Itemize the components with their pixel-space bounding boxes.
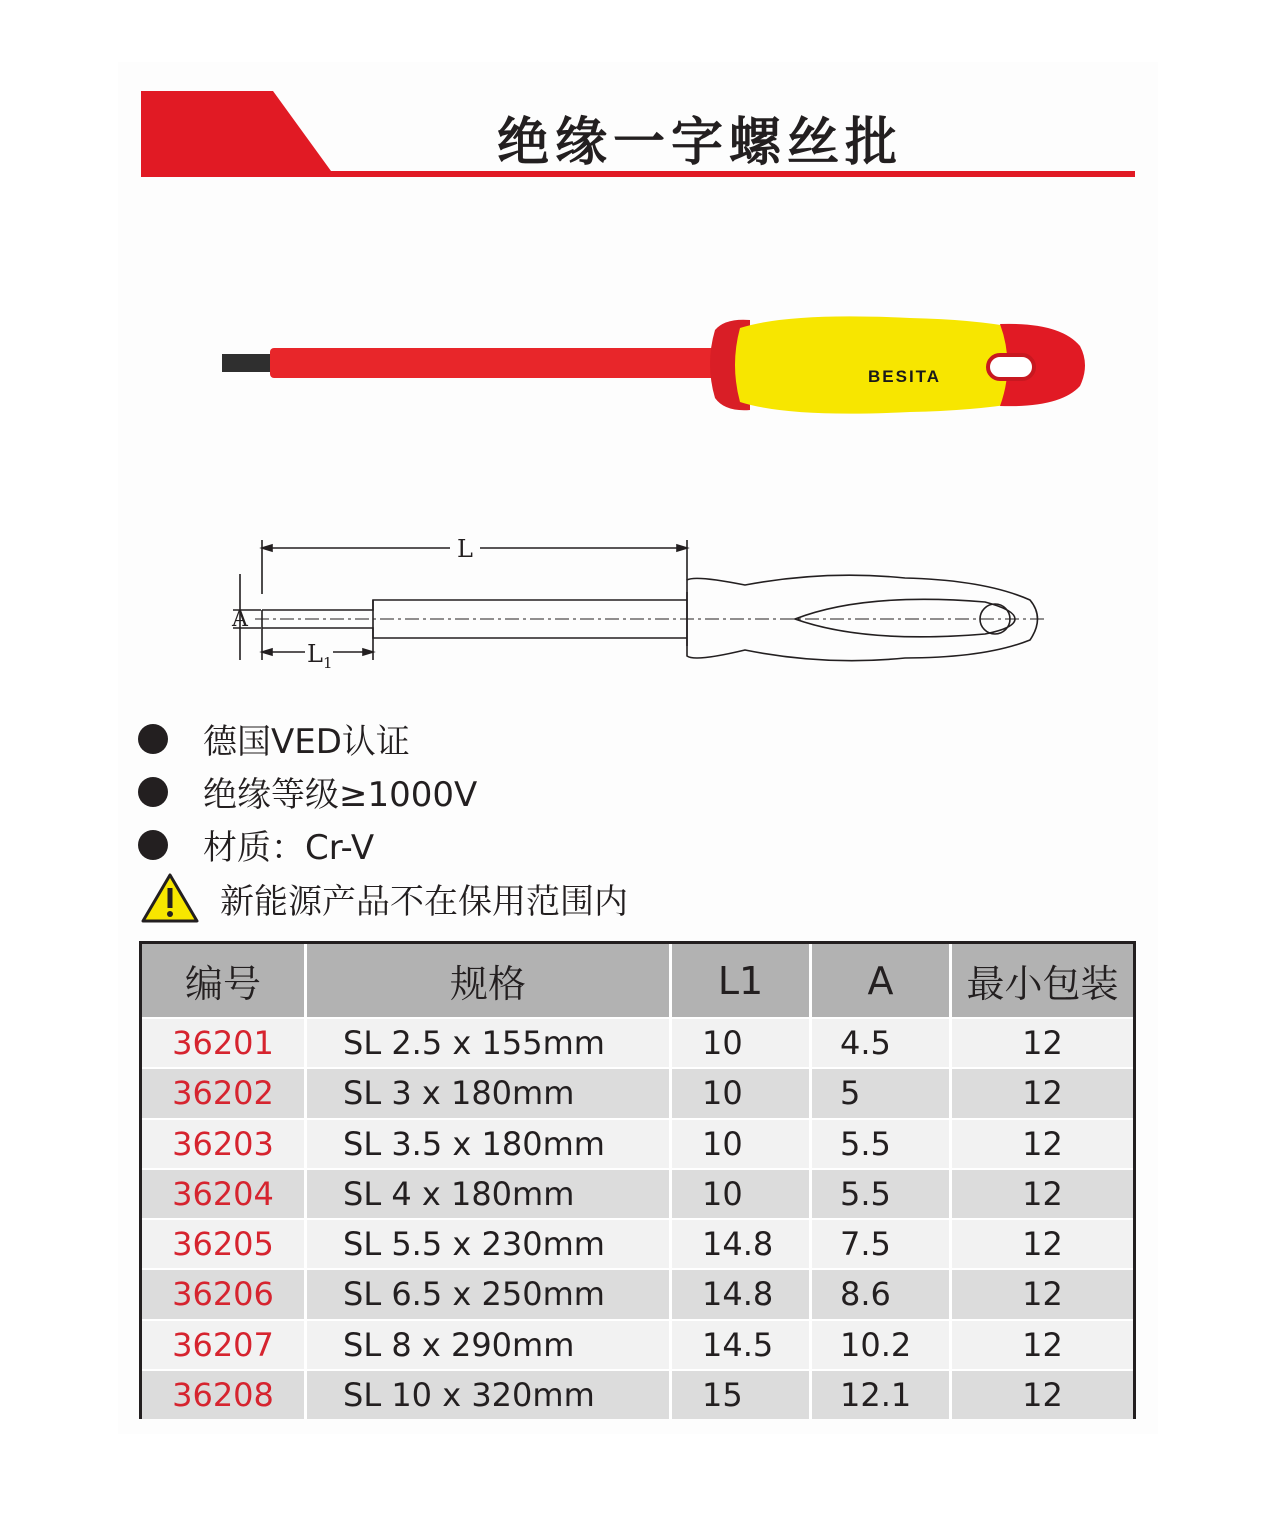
feature-text: 材质：Cr-V <box>203 828 375 868</box>
cell-min-pack: 12 <box>952 1319 1133 1369</box>
cell-spec: SL 2.5 x 155mm <box>307 1017 672 1067</box>
dim-label-L: L <box>457 535 473 563</box>
cell-a: 12.1 <box>812 1369 952 1419</box>
cell-spec: SL 6.5 x 250mm <box>307 1268 672 1318</box>
header-spec: 规格 <box>307 944 672 1017</box>
cell-l1: 10 <box>672 1168 812 1218</box>
header-min-pack: 最小包装 <box>966 962 1119 1006</box>
dim-label-A: A <box>232 607 248 632</box>
cell-code: 36204 <box>142 1168 307 1218</box>
header-l1: L1 <box>672 944 812 1017</box>
cell-spec: SL 10 x 320mm <box>307 1369 672 1419</box>
dim-label-L1: L <box>307 640 323 668</box>
bullet-icon <box>138 777 168 807</box>
feature-list <box>138 712 477 871</box>
table-row <box>142 1118 1133 1168</box>
blade-tip <box>222 354 272 372</box>
cell-a: 7.5 <box>812 1218 952 1268</box>
header-code: 编号 <box>142 944 307 1017</box>
cell-min-pack: 12 <box>952 1168 1133 1218</box>
cell-l1: 14.8 <box>672 1268 812 1318</box>
table-row <box>142 1268 1133 1318</box>
table-body <box>142 1017 1133 1419</box>
cell-code: 36201 <box>142 1017 307 1067</box>
insulated-shaft <box>270 348 740 378</box>
cell-min-pack: 12 <box>952 1369 1133 1419</box>
cell-min-pack: 12 <box>952 1218 1133 1268</box>
cell-l1: 14.8 <box>672 1218 812 1268</box>
warning-note <box>140 872 628 924</box>
cell-l1: 14.5 <box>672 1319 812 1369</box>
cell-l1: 15 <box>672 1369 812 1419</box>
bullet-icon <box>138 830 168 860</box>
cell-a: 10.2 <box>812 1319 952 1369</box>
warning-triangle-icon <box>140 872 200 924</box>
cell-code: 36208 <box>142 1369 307 1419</box>
table-row <box>142 1067 1133 1117</box>
cell-min-pack: 12 <box>952 1067 1133 1117</box>
cell-a: 5 <box>812 1067 952 1117</box>
brand-logo: BESITA <box>868 367 942 386</box>
cell-spec: SL 5.5 x 230mm <box>307 1218 672 1268</box>
screwdriver-photo <box>210 300 1100 430</box>
bullet-icon <box>138 724 168 754</box>
cell-a: 8.6 <box>812 1268 952 1318</box>
cell-a: 5.5 <box>812 1118 952 1168</box>
table-row <box>142 1369 1133 1419</box>
header-red-tab <box>141 91 341 177</box>
dim-label-L1-sub: 1 <box>322 654 333 672</box>
header-a: A <box>812 944 952 1017</box>
dimension-diagram <box>225 530 1055 680</box>
table-header <box>142 944 1133 1017</box>
cell-code: 36202 <box>142 1067 307 1117</box>
feature-item <box>138 712 477 765</box>
cell-spec: SL 3.5 x 180mm <box>307 1118 672 1168</box>
cell-l1: 10 <box>672 1017 812 1067</box>
table-row <box>142 1017 1133 1067</box>
cell-min-pack: 12 <box>952 1118 1133 1168</box>
table-row <box>142 1319 1133 1369</box>
cell-spec: SL 4 x 180mm <box>307 1168 672 1218</box>
warning-text: 新能源产品不在保用范围内 <box>220 881 628 922</box>
page-title: 绝缘一字螺丝批 <box>496 113 903 173</box>
cell-a: 4.5 <box>812 1017 952 1067</box>
feature-item <box>138 818 477 871</box>
cell-l1: 10 <box>672 1118 812 1168</box>
feature-text: 绝缘等级≥1000V <box>203 775 478 815</box>
cell-min-pack: 12 <box>952 1268 1133 1318</box>
svg-text:L1 <box>307 640 332 672</box>
table-row <box>142 1218 1133 1268</box>
cell-min-pack: 12 <box>952 1017 1133 1067</box>
cell-code: 36207 <box>142 1319 307 1369</box>
spec-table <box>139 941 1136 1419</box>
cell-code: 36206 <box>142 1268 307 1318</box>
hang-hole <box>988 355 1034 379</box>
cell-spec: SL 3 x 180mm <box>307 1067 672 1117</box>
feature-text: 德国VED认证 <box>203 722 410 762</box>
cell-code: 36205 <box>142 1218 307 1268</box>
table-row <box>142 1168 1133 1218</box>
cell-a: 5.5 <box>812 1168 952 1218</box>
cell-spec: SL 8 x 290mm <box>307 1319 672 1369</box>
cell-l1: 10 <box>672 1067 812 1117</box>
feature-item <box>138 765 477 818</box>
cell-code: 36203 <box>142 1118 307 1168</box>
